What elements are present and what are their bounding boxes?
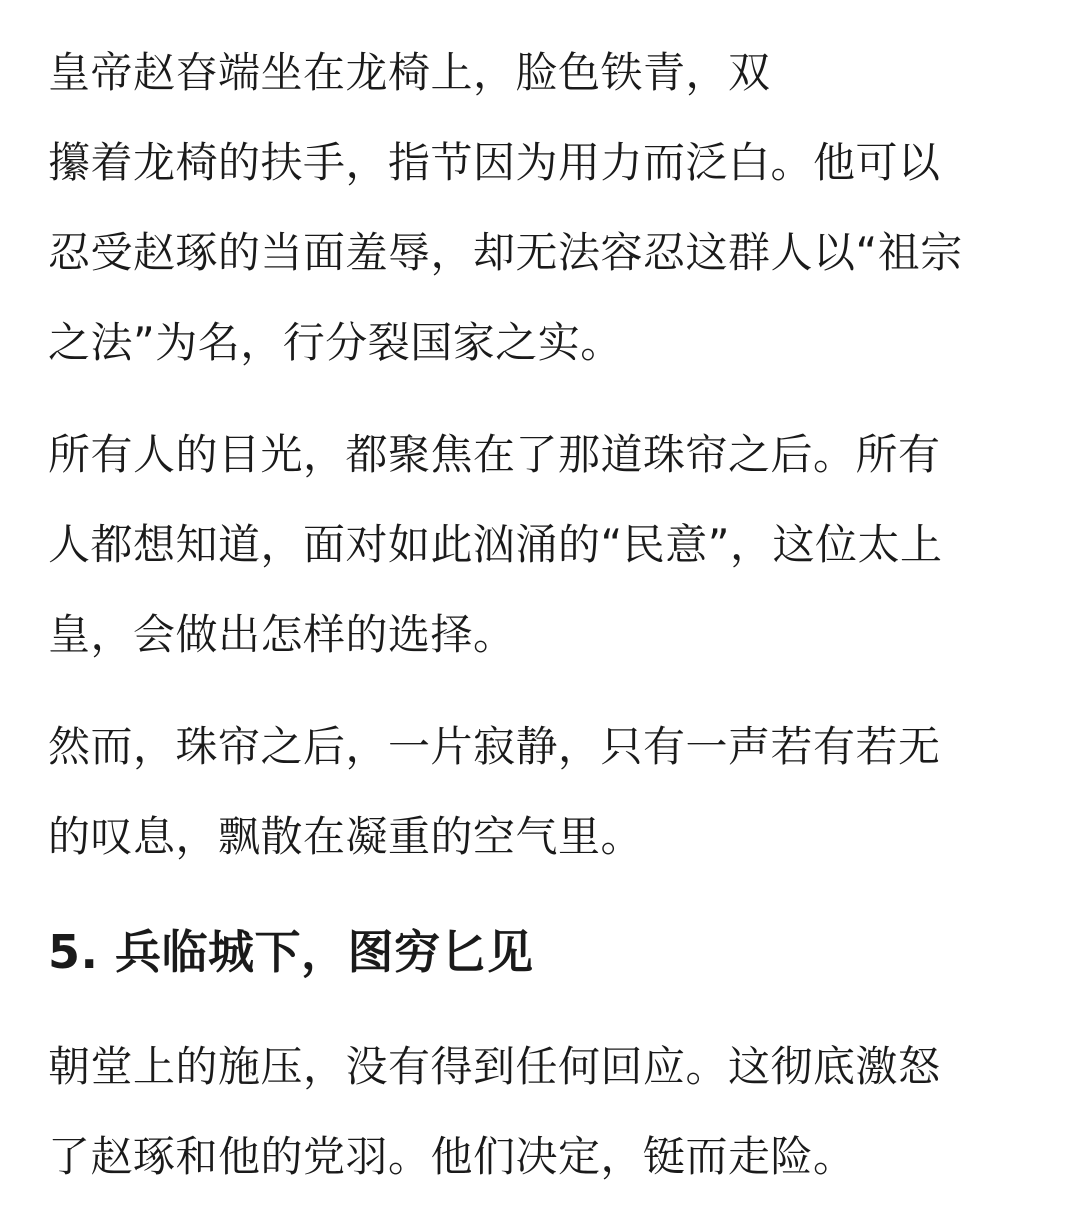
section-heading: 5. 兵临城下，图穷匕见 (48, 925, 534, 979)
paragraph-spacer (48, 1000, 1038, 1022)
article-body (48, 28, 1038, 1202)
text-line: 朝堂上的施压，没有得到任何回应。这彻底激怒 (48, 1042, 941, 1091)
text-line: 了赵琢和他的党羽。他们决定，铤而走险。 (48, 1132, 856, 1181)
paragraph-4 (48, 1022, 1038, 1202)
text-line: 之法”为名，行分裂国家之实。 (48, 318, 623, 367)
paragraph-3 (48, 702, 1038, 882)
text-line: 忍受赵琢的当面羞辱，却无法容忍这群人以“祖宗 (48, 228, 963, 277)
paragraph-spacer (48, 882, 1038, 904)
text-line: 的叹息，飘散在凝重的空气里。 (48, 812, 644, 861)
paragraph-2 (48, 410, 1038, 680)
text-line: 人都想知道，面对如此汹涌的“民意”，这位太上 (48, 520, 943, 569)
text-line: 然而，珠帘之后，一片寂静，只有一声若有若无 (48, 722, 941, 771)
text-line: 攥着龙椅的扶手，指节因为用力而泛白。他可以 (48, 138, 941, 187)
text-line: 皇帝赵昚端坐在龙椅上，脸色铁青，双 (48, 48, 771, 97)
paragraph-spacer (48, 680, 1038, 702)
text-line: 皇，会做出怎样的选择。 (48, 610, 516, 659)
paragraph-spacer (48, 388, 1038, 410)
paragraph-1 (48, 28, 1038, 388)
text-line: 所有人的目光，都聚焦在了那道珠帘之后。所有 (48, 430, 941, 479)
